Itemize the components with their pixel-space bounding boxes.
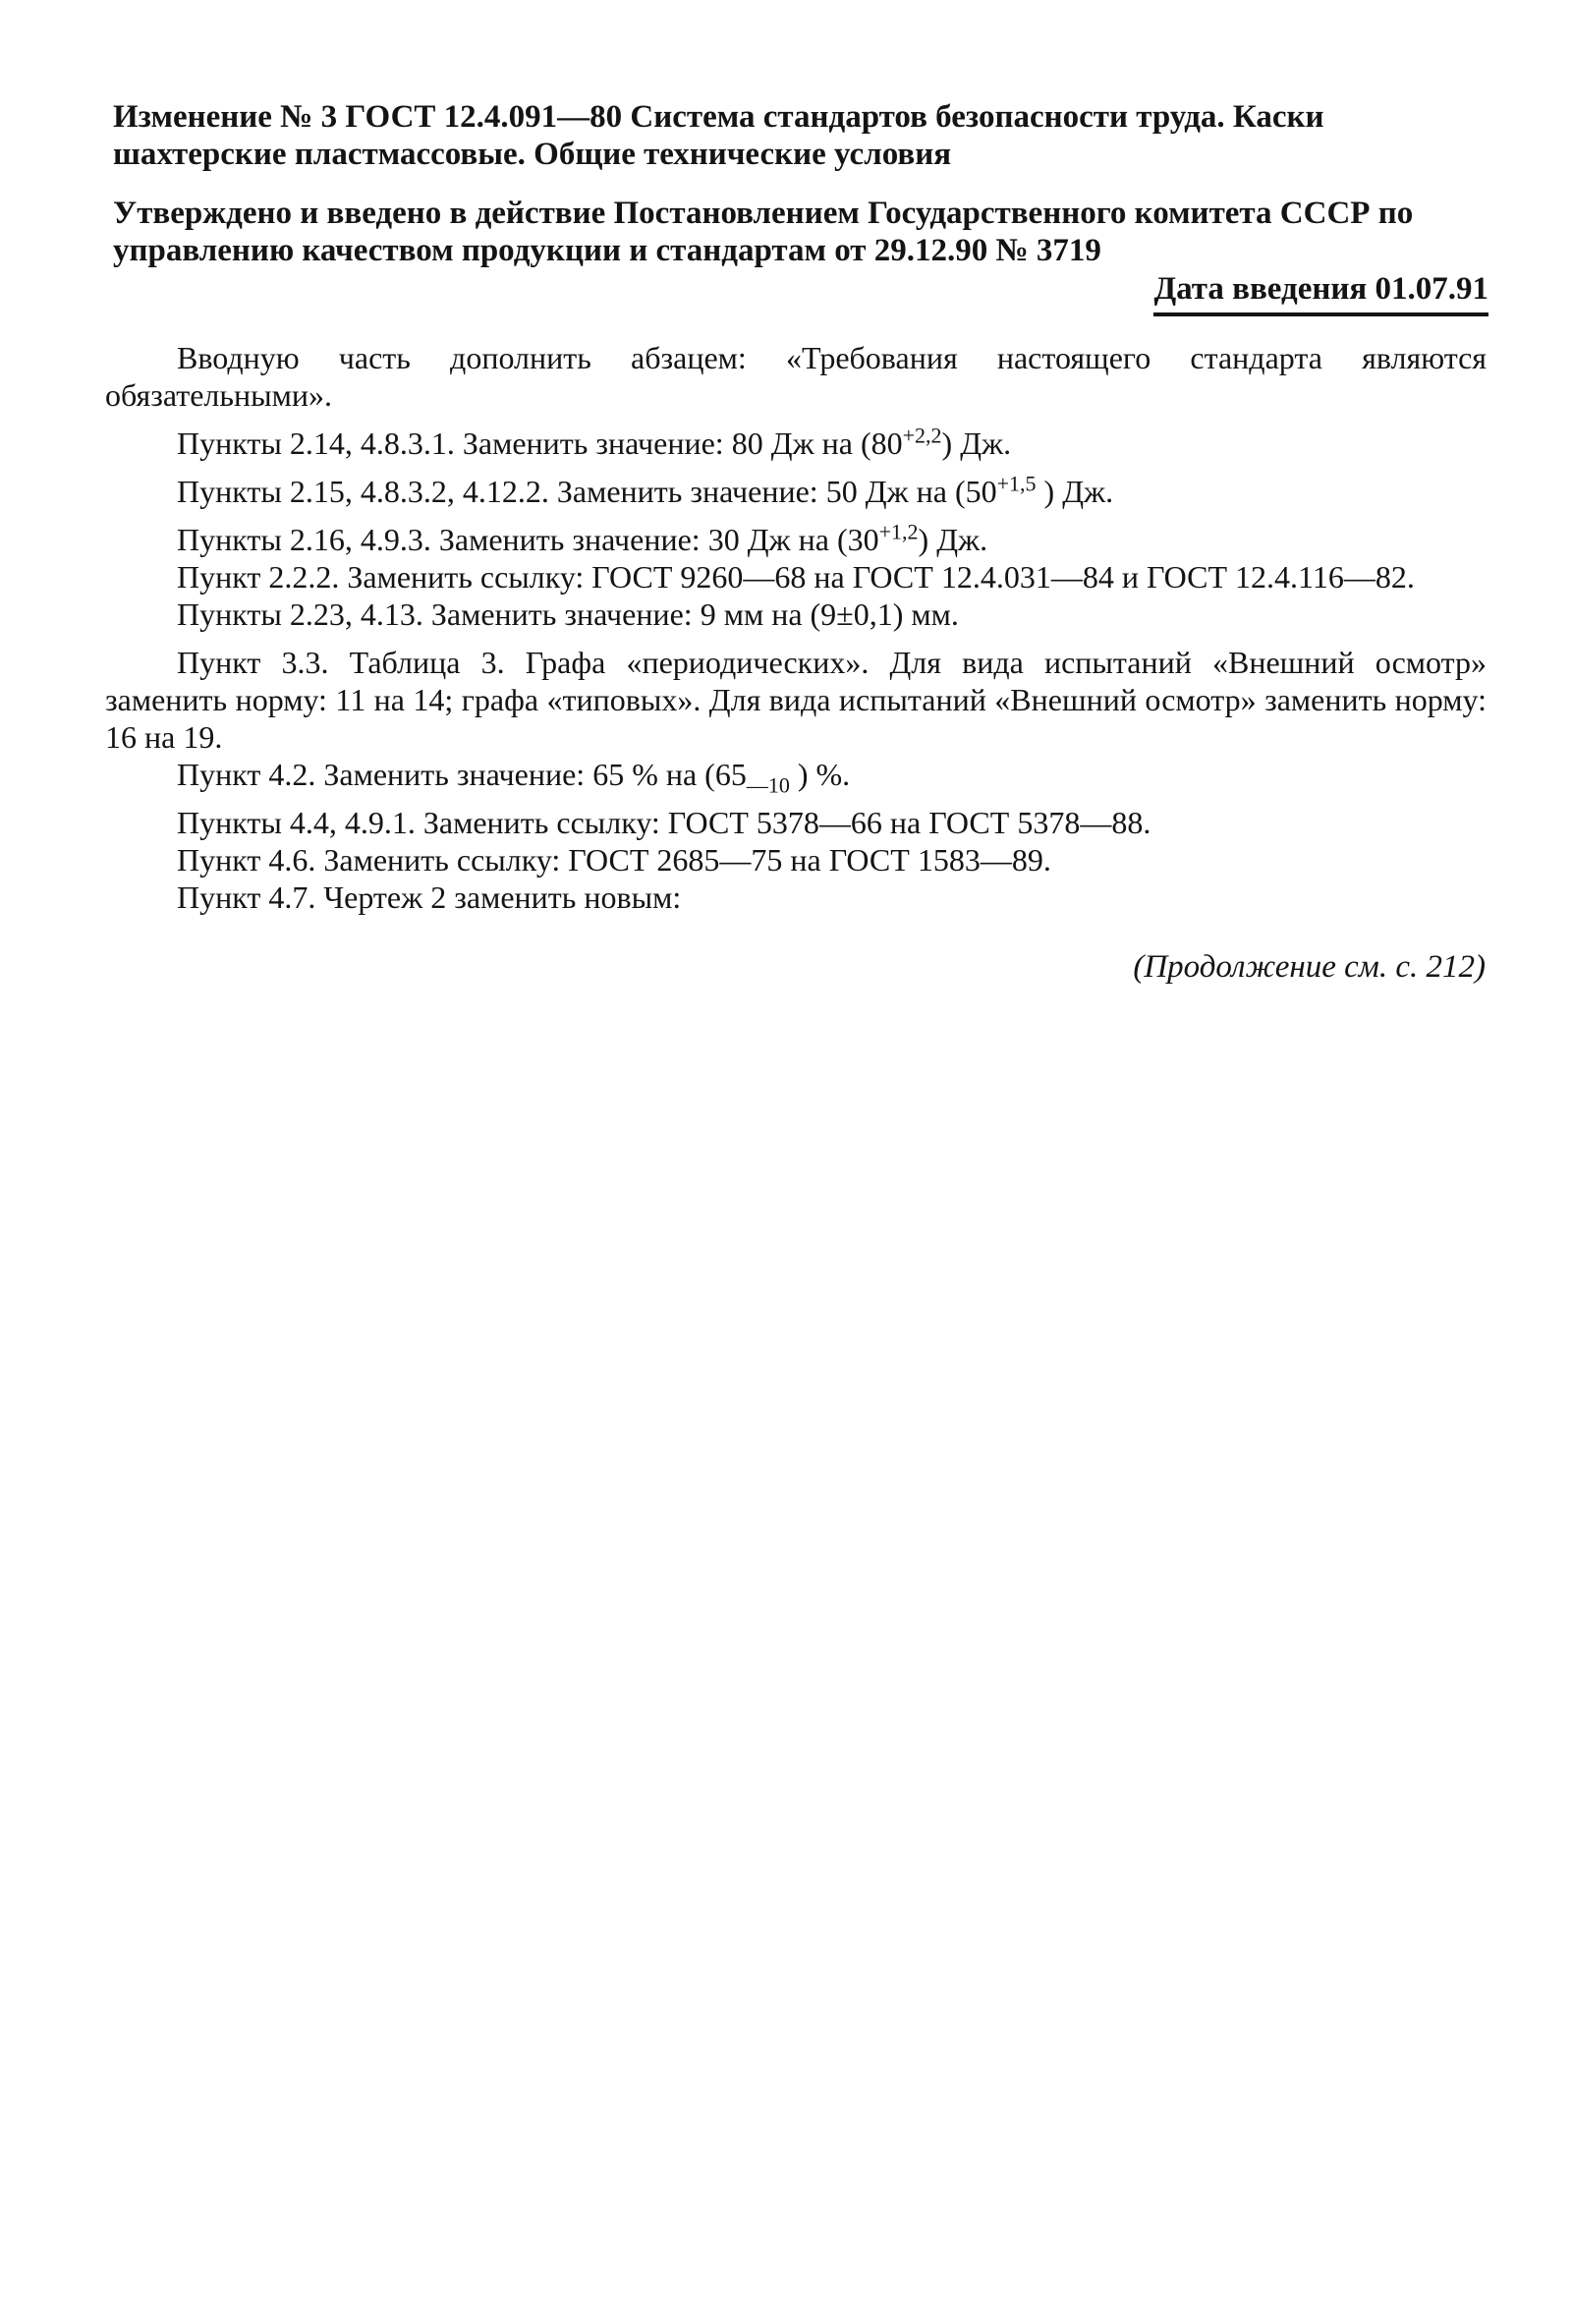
paragraph-text: ) Дж. (1036, 474, 1114, 509)
tolerance-subscript: —10 (746, 772, 790, 798)
tolerance-superscript: +1,5 (996, 471, 1037, 496)
paragraph-intro: Вводную часть дополнить абзацем: «Требования настоящего стандарта являются обязательными». (105, 340, 1487, 413)
tolerance-superscript: +1,2 (878, 519, 919, 544)
effective-date-line (113, 269, 1488, 316)
paragraph-text: ) Дж. (918, 522, 988, 557)
paragraph-2-16 (105, 521, 1487, 558)
document-header (113, 98, 1488, 316)
paragraph-4-7: Пункт 4.7. Чертеж 2 заменить новым: (177, 879, 682, 915)
paragraph-text: Пункт 4.2. Заменить значение: 65 % на (65 (177, 757, 747, 792)
paragraph-2-2-2: Пункт 2.2.2. Заменить ссылку: ГОСТ 9260—68 на ГОСТ 12.4.031—84 и ГОСТ 12.4.116—82. (177, 559, 1415, 595)
paragraph-text: Пункты 2.16, 4.9.3. Заменить значение: 30 Дж на (30 (177, 522, 879, 557)
approval-statement: Утверждено и введено в действие Постановлением Государственного комитета СССР по управлению качеством продукции и стандартам от 29.12.90 № 3719 (113, 196, 1414, 268)
paragraph-4-4: Пункты 4.4, 4.9.1. Заменить ссылку: ГОСТ 5378—66 на ГОСТ 5378—88. (177, 805, 1151, 840)
paragraph-text: ) Дж. (941, 425, 1012, 461)
paragraph-text: Пункты 2.15, 4.8.3.2, 4.12.2. Заменить значение: 50 Дж на (50 (177, 474, 997, 509)
paragraph-text: ) %. (789, 757, 851, 792)
tolerance-superscript: +2,2 (902, 423, 942, 448)
paragraph-4-6: Пункт 4.6. Заменить ссылку: ГОСТ 2685—75 на ГОСТ 1583—89. (177, 842, 1051, 878)
amendment-title: Изменение № 3 ГОСТ 12.4.091—80 Система стандартов безопасности труда. Каски шахтерские пластмассовые. Общие технические условия (113, 99, 1324, 172)
effective-date-value: 01.07.91 (1375, 271, 1488, 307)
effective-date (1153, 269, 1488, 316)
paragraph-3-3: Пункт 3.3. Таблица 3. Графа «периодических». Для вида испытаний «Внешний осмотр» заменить норму: 11 на 14; графа «типовых». Для вида испытаний «Внешний осмотр» заменить норму: 16 на 19. (105, 645, 1487, 755)
effective-date-label: Дата введения (1153, 271, 1368, 307)
paragraph-2-15 (105, 473, 1487, 510)
paragraph-2-14 (105, 425, 1487, 462)
paragraph-text: Пункты 2.14, 4.8.3.1. Заменить значение: 80 Дж на (80 (177, 425, 903, 461)
paragraph-4-2 (105, 756, 1487, 798)
continuation-note: (Продолжение см. с. 212) (1133, 949, 1486, 985)
amendment-body (105, 339, 1487, 916)
paragraph-2-23: Пункты 2.23, 4.13. Заменить значение: 9 мм на (9±0,1) мм. (177, 596, 959, 632)
